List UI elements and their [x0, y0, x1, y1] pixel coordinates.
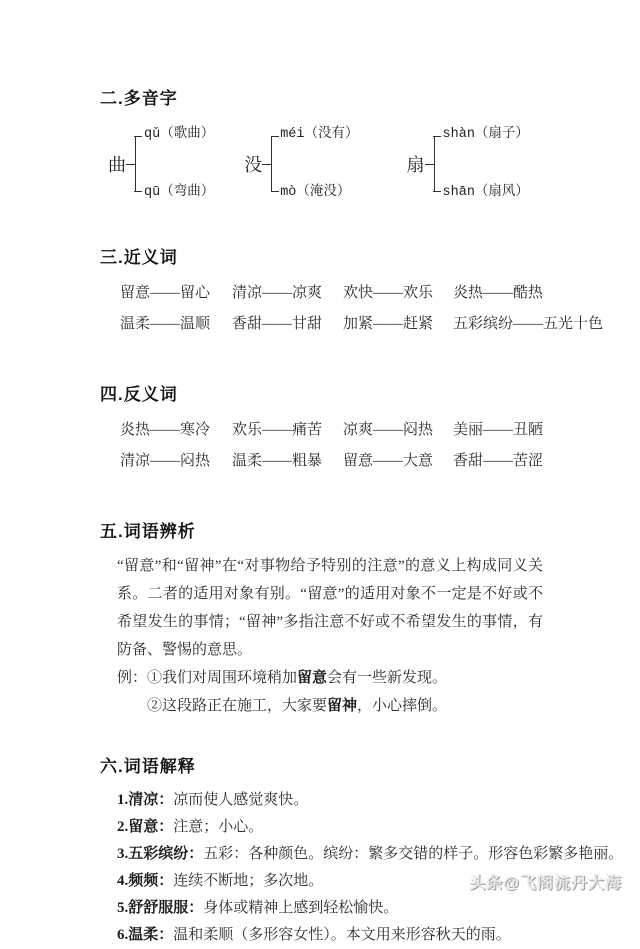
antonym-pair: 留意——大意: [343, 453, 434, 469]
example-line-1: [117, 664, 542, 692]
antonym-pair: 温柔——粗暴: [232, 453, 323, 469]
pinyin-reading-top: shàn（扇子）: [442, 127, 529, 142]
definition-number: 3.: [117, 846, 129, 862]
bracket-connector-line: [262, 164, 271, 165]
section-heading-jieshi: 六.词语解释: [100, 757, 196, 776]
definition-term: 温柔: [128, 927, 159, 943]
definition-separator: ：: [188, 846, 204, 862]
synonym-pair: 留意——留心: [120, 285, 211, 301]
polyphonic-character: 扇: [406, 155, 425, 175]
example-2-keyword: 留神: [327, 698, 358, 714]
antonym-pair: 炎热——寒冷: [120, 422, 211, 438]
section-heading-jinyici: 三.近义词: [100, 248, 178, 267]
toutiao-watermark: 头条@飞阁流丹大海: [469, 875, 622, 892]
definition-item: [117, 841, 624, 868]
analysis-paragraph: “留意”和“留神”在“对事物给予特别的注意”的意义上构成同义关系。二者的适用对象有别。“留意”的适用对象不一定是不好或不希望发生的事情；“留神”多指注意不好或不希望发生的事情，有防备、警惕的意思。: [117, 558, 543, 658]
synonym-pair: 五彩缤纷——五光十色: [453, 316, 604, 332]
bracket-lines: [434, 136, 442, 192]
definition-text: 身体或精神上感到轻松愉快。: [203, 900, 399, 916]
example-2-pre: ②这段路正在施工，大家要: [147, 698, 328, 714]
definition-number: 5.: [117, 900, 129, 916]
definition-item: [117, 787, 542, 814]
antonym-pair: 清凉——闷热: [120, 453, 211, 469]
pinyin-reading-top: qǔ（歌曲）: [144, 127, 215, 142]
synonym-pairs-grid: [100, 278, 604, 340]
example-label: 例：: [117, 670, 148, 686]
polyphonic-group-mei: [244, 126, 358, 202]
polyphonic-character: 没: [244, 155, 263, 175]
definition-term: 留意: [128, 819, 159, 835]
example-1-keyword: 留意: [297, 670, 328, 686]
bracket-lines: [135, 136, 143, 192]
synonym-pair: 炎热——酷热: [453, 285, 544, 301]
definition-item: [117, 895, 542, 922]
definition-text: 凉而使人感觉爽快。: [173, 792, 309, 808]
definition-term: 清凉: [128, 792, 159, 808]
pinyin-readings: [144, 126, 214, 202]
definition-text: 连续不断地；多次地。: [173, 873, 324, 889]
definition-separator: ：: [158, 927, 174, 943]
example-1-pre: ①我们对周围环境稍加: [147, 670, 298, 686]
polyphonic-character: 曲: [108, 155, 126, 175]
antonym-pair: 美丽——丑陋: [453, 422, 544, 438]
definition-text: 温和柔顺（多形容女性）。本文用来形容秋天的雨。: [173, 927, 511, 943]
polyphonic-group-qu: [108, 126, 214, 202]
example-1-post: 会有一些新发现。: [327, 670, 448, 686]
definition-term: 频频: [128, 873, 159, 889]
definition-number: 6.: [117, 927, 129, 943]
definition-text: 注意；小心。: [173, 819, 264, 835]
definition-number: 1.: [117, 792, 129, 808]
definition-number: 2.: [117, 819, 129, 835]
pinyin-reading-bottom: qū（弯曲）: [144, 185, 215, 200]
antonym-pair: 香甜——苦涩: [453, 453, 544, 469]
section-heading-duoyinzi: 二.多音字: [100, 89, 178, 108]
definition-separator: ：: [158, 792, 174, 808]
definition-term: 舒舒服服: [128, 900, 189, 916]
pinyin-reading-top: méi（没有）: [280, 127, 359, 142]
pinyin-reading-bottom: mò（淹没）: [280, 185, 351, 200]
definition-number: 4.: [117, 873, 129, 889]
definition-term: 五彩缤纷: [128, 846, 189, 862]
definition-separator: ：: [158, 873, 174, 889]
bracket-connector-line: [126, 164, 135, 165]
synonym-pair: 温柔——温顺: [120, 316, 211, 332]
synonym-pair: 清凉——凉爽: [232, 285, 323, 301]
polyphonic-diagram-row: [100, 123, 542, 205]
definition-text: 五彩：各种颜色。缤纷：繁多交错的样子。形容色彩繁多艳丽。: [203, 846, 624, 862]
pinyin-readings: [280, 126, 358, 202]
pinyin-reading-bottom: shān（扇风）: [442, 185, 529, 200]
synonym-pair: 香甜——甘甜: [232, 316, 323, 332]
bracket-lines: [271, 136, 279, 192]
example-2-post: ，小心摔倒。: [357, 698, 448, 714]
section-heading-fanyici: 四.反义词: [100, 385, 178, 404]
antonym-pair: 凉爽——闷热: [343, 422, 434, 438]
definition-separator: ：: [158, 819, 174, 835]
antonym-pairs-grid: [100, 415, 542, 477]
polyphonic-group-shan: [407, 126, 529, 202]
bracket-connector-line: [425, 164, 434, 165]
synonym-pair: 欢快——欢乐: [343, 285, 434, 301]
synonym-pair: 加紧——赶紧: [343, 316, 434, 332]
pinyin-readings: [443, 126, 529, 202]
section-heading-cibian: 五.词语辨析: [100, 522, 196, 541]
antonym-pair: 欢乐——痛苦: [232, 422, 323, 438]
definition-separator: ：: [188, 900, 204, 916]
definition-item: [117, 814, 542, 841]
example-line-2: [147, 692, 542, 720]
definition-item: [117, 922, 542, 949]
